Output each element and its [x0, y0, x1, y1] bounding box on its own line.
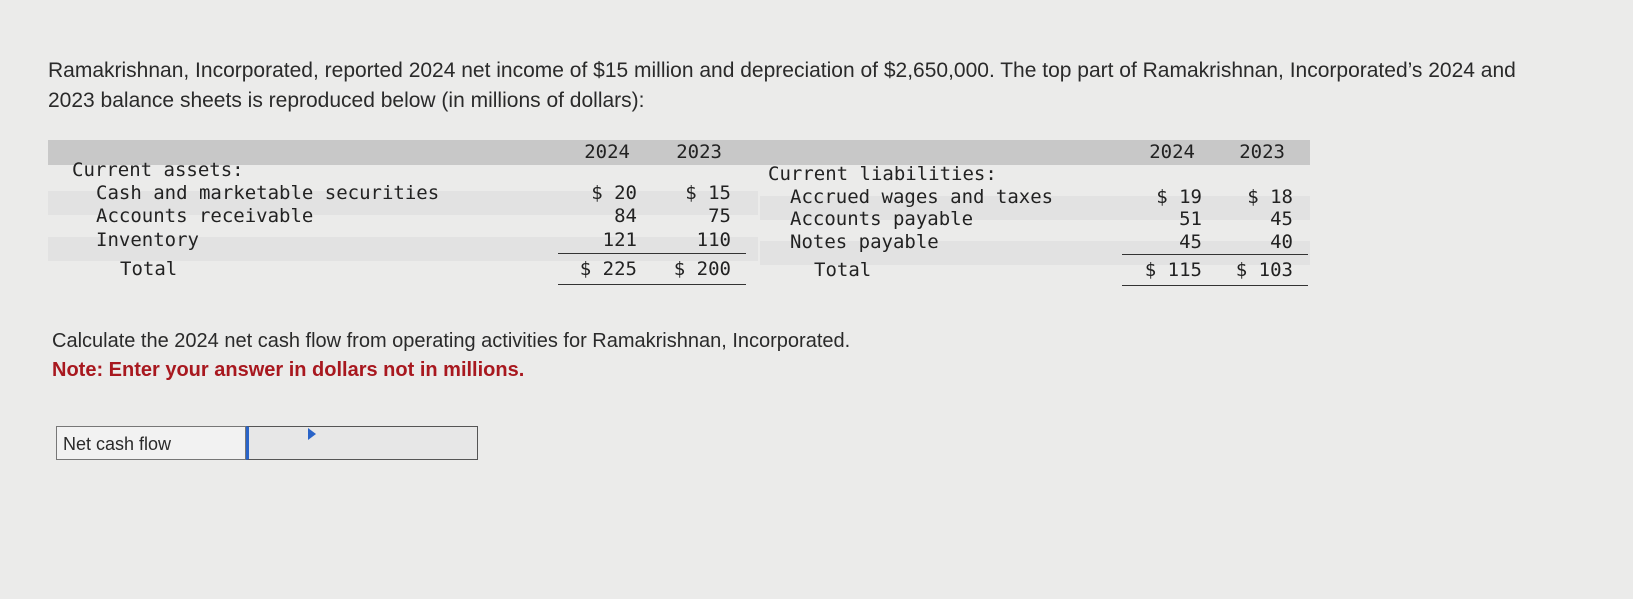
net-cash-flow-input[interactable]: [246, 426, 478, 460]
liability-value-2024: 51: [1179, 208, 1202, 230]
total-rule: [1122, 285, 1308, 286]
assets-year-2024: 2024: [584, 141, 630, 163]
net-cash-flow-label: Net cash flow: [56, 426, 246, 460]
problem-intro: Ramakrishnan, Incorporated, reported 2024 net income of $15 million and depreciation of $2,650,000. The top part of Ramakrishnan, Incorporated’s 2024 and 2023 balance sheets is reproduced below (in millions of dollars):: [48, 59, 1516, 112]
liability-value-2024: 45: [1179, 231, 1202, 253]
asset-value-2024: 84: [614, 205, 637, 227]
note-text: Note: Enter your answer in dollars not in millions.: [52, 359, 525, 381]
asset-value-2023: $ 15: [685, 182, 731, 204]
liabilities-total-label: Total: [814, 259, 872, 281]
assets-year-2023: 2023: [676, 141, 722, 163]
asset-value-2024: 121: [602, 229, 637, 251]
assets-heading: Current assets:: [72, 159, 244, 181]
input-marker-icon: [308, 428, 316, 440]
liability-value-2023: 45: [1270, 208, 1293, 230]
liabilities-year-2023: 2023: [1239, 141, 1285, 163]
subtotal-rule: [1122, 254, 1308, 255]
assets-total-label: Total: [120, 258, 178, 280]
assets-total-2024: $ 225: [579, 258, 637, 280]
liability-value-2023: 40: [1270, 231, 1293, 253]
question-block: [52, 327, 850, 385]
answer-row: [56, 426, 478, 460]
liabilities-total-2023: $ 103: [1235, 259, 1293, 281]
asset-label: Cash and marketable securities: [96, 182, 440, 204]
asset-label: Inventory: [96, 229, 199, 251]
asset-value-2023: 75: [708, 205, 731, 227]
subtotal-rule: [558, 253, 746, 254]
asset-value-2023: 110: [696, 229, 731, 251]
asset-value-2024: $ 20: [591, 182, 637, 204]
total-rule: [558, 284, 746, 285]
liability-label: Notes payable: [790, 231, 939, 253]
liabilities-total-2024: $ 115: [1144, 259, 1202, 281]
liability-value-2023: $ 18: [1247, 186, 1293, 208]
liabilities-year-2024: 2024: [1149, 141, 1195, 163]
liability-value-2024: $ 19: [1156, 186, 1202, 208]
assets-total-2023: $ 200: [673, 258, 731, 280]
question-text: Calculate the 2024 net cash flow from operating activities for Ramakrishnan, Incorporated.: [52, 330, 851, 352]
asset-label: Accounts receivable: [96, 205, 314, 227]
liability-label: Accounts payable: [790, 208, 974, 230]
liabilities-heading: Current liabilities:: [768, 163, 997, 185]
liability-label: Accrued wages and taxes: [790, 186, 1054, 208]
